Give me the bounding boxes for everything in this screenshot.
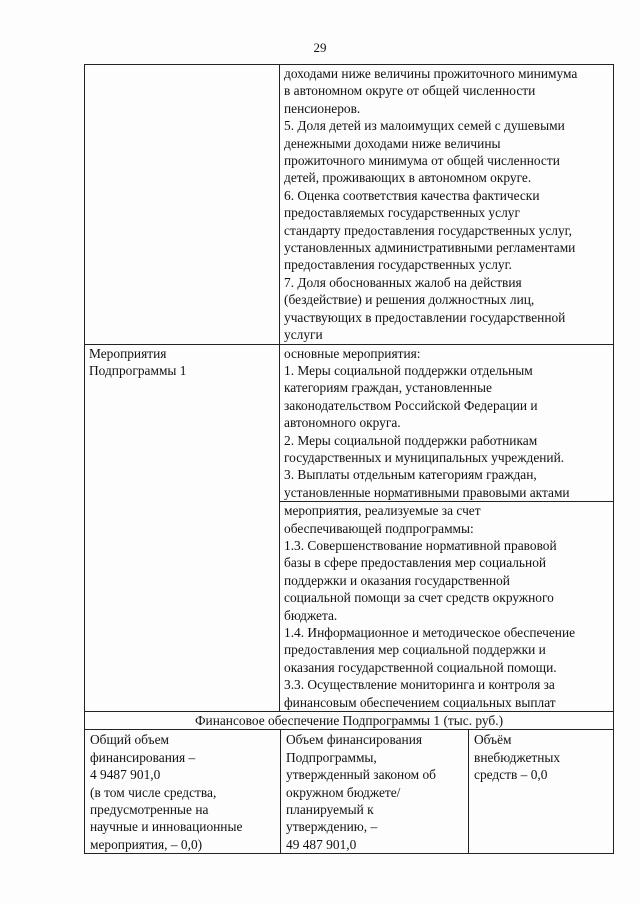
text-line: стандарту предоставления государственных услуг, bbox=[284, 222, 573, 238]
text-line: категориям граждан, установленные bbox=[284, 380, 492, 396]
text-line: 6. Оценка соответствия качества фактически bbox=[284, 187, 540, 203]
text-line: научные и инновационные bbox=[90, 819, 243, 835]
text-line: пенсионеров. bbox=[284, 100, 361, 116]
text-line: предоставления государственных услуг. bbox=[284, 257, 512, 273]
text-line: финансовым обеспечением социальных выплат bbox=[284, 694, 556, 710]
main-activities-text bbox=[284, 345, 609, 502]
text-line: средств – 0,0 bbox=[474, 767, 548, 783]
activities-label bbox=[89, 345, 275, 380]
text-line: бюджета. bbox=[284, 607, 338, 623]
text-line: законодательством Российской Федерации и bbox=[284, 397, 538, 413]
text-line: денежными доходами ниже величины bbox=[284, 135, 501, 151]
text-line: Объём bbox=[474, 732, 512, 748]
text-line: предоставляемых государственных услуг bbox=[284, 205, 520, 221]
text-line: 1.3. Совершенствование нормативной правовой bbox=[284, 537, 557, 553]
text-line: 4 9487 901,0 bbox=[90, 767, 161, 783]
text-line: 1.4. Информационное и методическое обеспечение bbox=[284, 625, 576, 640]
text-line: доходами ниже величины прожиточного минимума bbox=[284, 66, 578, 81]
financing-budget-cell bbox=[281, 730, 469, 853]
text-line: 5. Доля детей из малоимущих семей с душевыми bbox=[284, 118, 565, 134]
financing-table bbox=[85, 730, 613, 853]
financing-total-text bbox=[90, 731, 276, 853]
text-line: Объем финансирования bbox=[286, 732, 423, 748]
text-line: Подпрограммы, bbox=[286, 749, 377, 765]
financing-total-cell bbox=[85, 730, 281, 853]
financing-details-cell bbox=[85, 730, 614, 854]
text-line: Общий объем bbox=[90, 732, 169, 748]
text-line: основные мероприятия: bbox=[284, 345, 421, 361]
text-line: 3.3. Осуществление мониторинга и контроля за bbox=[284, 677, 555, 693]
text-line: поддержки и оказания государственной bbox=[284, 572, 510, 588]
text-line: планируемый к bbox=[286, 802, 374, 818]
text-line: в автономном округе от общей численности bbox=[284, 83, 536, 99]
text-line: автономного округа. bbox=[284, 415, 401, 431]
text-line: прожиточного минимума от общей численности bbox=[284, 153, 560, 169]
text-line: 2. Меры социальной поддержки работникам bbox=[284, 432, 538, 448]
text-line: мероприятия, реализуемые за счет bbox=[284, 503, 481, 519]
supporting-activities-cell bbox=[280, 502, 614, 712]
text-line: (бездействие) и решения должностных лиц, bbox=[284, 292, 535, 308]
text-line: 1. Меры социальной поддержки отдельным bbox=[284, 362, 533, 378]
text-line: обеспечивающей подпрограммы: bbox=[284, 520, 474, 536]
financing-extrabudget-cell bbox=[469, 730, 614, 853]
text-line: утвержденный законом об bbox=[286, 767, 436, 783]
page-number: 29 bbox=[313, 40, 327, 55]
empty-label-cell bbox=[85, 65, 280, 345]
supporting-activities-text bbox=[284, 502, 609, 711]
text-line: базы в сфере предоставления мер социальной bbox=[284, 555, 547, 571]
text-line: социальной помощи за счет средств окружного bbox=[284, 590, 554, 606]
financing-header-row bbox=[85, 712, 614, 730]
text-line: окружном бюджете/ bbox=[286, 784, 401, 800]
text-line: установленных административными регламентами bbox=[284, 240, 576, 256]
financing-budget-text bbox=[286, 731, 464, 853]
indicators-cell bbox=[280, 65, 614, 345]
text-line: 49 487 901,0 bbox=[286, 836, 357, 852]
text-line: детей, проживающих в автономном округе. bbox=[284, 170, 532, 186]
text-line: предусмотренные на bbox=[90, 802, 209, 818]
financing-extrabudget-text bbox=[474, 731, 609, 783]
indicators-text bbox=[284, 65, 609, 344]
indicators-row bbox=[85, 65, 614, 345]
text-line: мероприятия, – 0,0) bbox=[90, 836, 203, 852]
text-line: оказания государственной социальной помощи. bbox=[284, 659, 557, 675]
text-line: предоставления мер социальной поддержки и bbox=[284, 642, 546, 658]
text-line: Мероприятия bbox=[89, 345, 167, 361]
text-line: финансирования – bbox=[90, 749, 196, 765]
text-line: установленные нормативными правовыми актами bbox=[284, 484, 570, 500]
text-line: государственных и муниципальных учреждений. bbox=[284, 449, 565, 465]
text-line: участвующих в предоставлении государственной bbox=[284, 309, 566, 325]
activities-label-cell bbox=[85, 344, 280, 712]
main-activities-cell bbox=[280, 344, 614, 502]
main-activities-row bbox=[85, 344, 614, 502]
text-line: утверждению, – bbox=[286, 819, 378, 835]
text-line: услуги bbox=[284, 327, 323, 343]
financing-details-row bbox=[85, 730, 614, 854]
text-line: Подпрограммы 1 bbox=[89, 362, 187, 378]
text-line: (в том числе средства, bbox=[90, 784, 217, 800]
financing-header: Финансовое обеспечение Подпрограммы 1 (тыс. руб.) bbox=[85, 712, 614, 730]
text-line: 3. Выплаты отдельным категориям граждан, bbox=[284, 467, 537, 483]
subprogram-passport-table bbox=[84, 64, 614, 854]
text-line: 7. Доля обоснованных жалоб на действия bbox=[284, 274, 522, 290]
text-line: внебюджетных bbox=[474, 749, 561, 765]
